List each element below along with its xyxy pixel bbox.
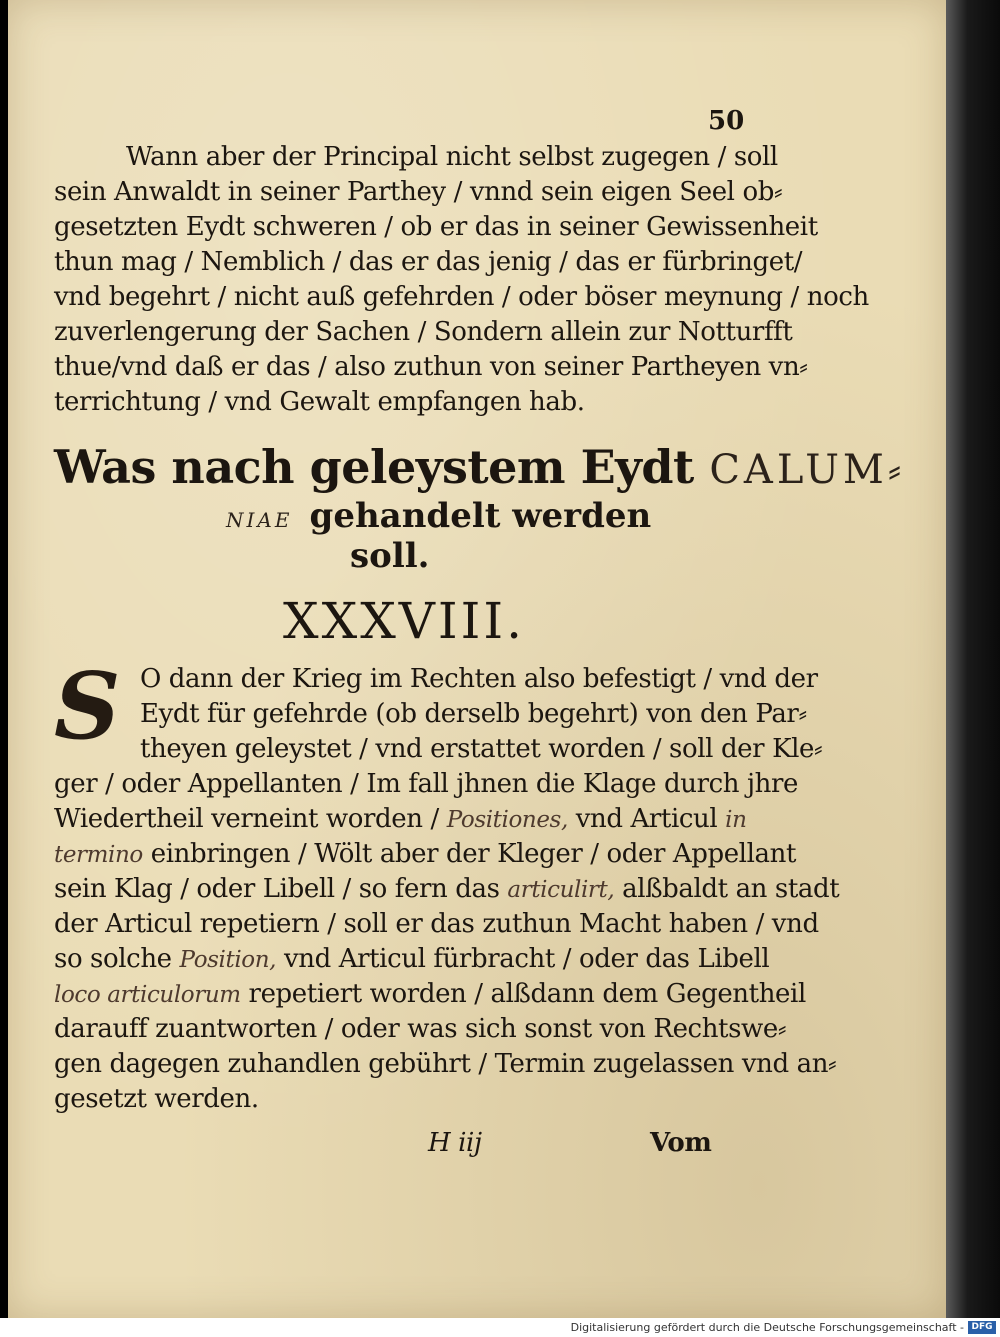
section-line: ger / oder Appellanten / Im fall jhnen die Klage durch jhre — [54, 769, 799, 799]
section-line: theyen geleystet / vnd erstattet worden / soll der Kle⸗ — [140, 734, 823, 764]
catchword: Vom — [650, 1128, 712, 1158]
paragraph-line: terrichtung / vnd Gewalt empfangen hab. — [54, 387, 585, 417]
section-line — [54, 837, 796, 873]
section-line: gen dagegen zuhandlen gebührt / Termin zugelassen vnd an⸗ — [54, 1049, 837, 1079]
section-text: sein Klag / oder Libell / so fern das — [54, 874, 500, 904]
latin-term: Positiones, — [446, 807, 568, 833]
page-number: 50 — [708, 106, 745, 136]
paragraph-line: thue/vnd daß er das / also zuthun von seiner Partheyen vn⸗ — [54, 352, 808, 382]
section-line: der Articul repetiern / soll er das zuthun Macht haben / vnd — [54, 909, 819, 939]
section-heading-line-2 — [226, 496, 651, 536]
paragraph-line: zuverlengerung der Sachen / Sondern allein zur Notturfft — [54, 317, 793, 347]
paragraph-line: Wann aber der Principal nicht selbst zugegen / soll — [126, 142, 778, 172]
paragraph-line: vnd begehrt / nicht auß gefehrden / oder böser meynung / noch — [54, 282, 869, 312]
dfg-logo-icon: DFG — [968, 1321, 996, 1334]
heading-text: Was nach geleystem Eydt — [54, 440, 694, 494]
signature-mark: H iij — [428, 1128, 482, 1158]
heading-latin-text: CALUM⸗ — [709, 447, 906, 493]
section-heading-line-1 — [54, 440, 905, 494]
section-text: einbringen / Wölt aber der Kleger / oder Appellant — [150, 839, 797, 869]
heading-text: gehandelt werden — [309, 496, 652, 536]
section-text: repetiert worden / alßdann dem Gegentheil — [248, 979, 806, 1009]
decorative-initial: S — [54, 652, 121, 760]
latin-term: loco articulorum — [54, 982, 241, 1008]
latin-term: in — [725, 807, 747, 833]
section-line: gesetzt werden. — [54, 1084, 259, 1114]
paragraph-line: gesetzten Eydt schweren / ob er das in seiner Gewissenheit — [54, 212, 818, 242]
paragraph-line: thun mag / Nemblich / das er das jenig / das er fürbringet/ — [54, 247, 803, 277]
section-line — [54, 802, 747, 838]
section-line — [54, 942, 769, 978]
section-line: Eydt für gefehrde (ob derselb begehrt) von den Par⸗ — [140, 699, 807, 729]
section-text: vnd Articul — [575, 804, 718, 834]
section-text: so solche — [54, 944, 172, 974]
latin-term: Position, — [179, 947, 277, 973]
section-line — [54, 872, 839, 908]
chapter-number: XXXVIII. — [283, 592, 526, 650]
section-text: alßbaldt an stadt — [622, 874, 840, 904]
heading-latin-text: NIAE — [226, 508, 293, 532]
section-text: vnd Articul fürbracht / oder das Libell — [283, 944, 770, 974]
section-line — [54, 977, 806, 1013]
scanned-page — [8, 0, 946, 1318]
section-heading-line-3: soll. — [350, 536, 430, 576]
scan-edge — [946, 0, 1000, 1318]
paragraph-line: sein Anwaldt in seiner Parthey / vnnd sein eigen Seel ob⸗ — [54, 177, 783, 207]
footer-credit: Digitalisierung gefördert durch die Deutsche Forschungsgemeinschaft - — [570, 1321, 964, 1334]
section-line: darauff zuantworten / oder was sich sonst von Rechtswe⸗ — [54, 1014, 787, 1044]
section-line: O dann der Krieg im Rechten also befestigt / vnd der — [140, 664, 818, 694]
latin-term: termino — [54, 842, 143, 868]
latin-term: articulirt, — [507, 877, 615, 903]
section-text: Wiedertheil verneint worden / — [54, 804, 439, 834]
